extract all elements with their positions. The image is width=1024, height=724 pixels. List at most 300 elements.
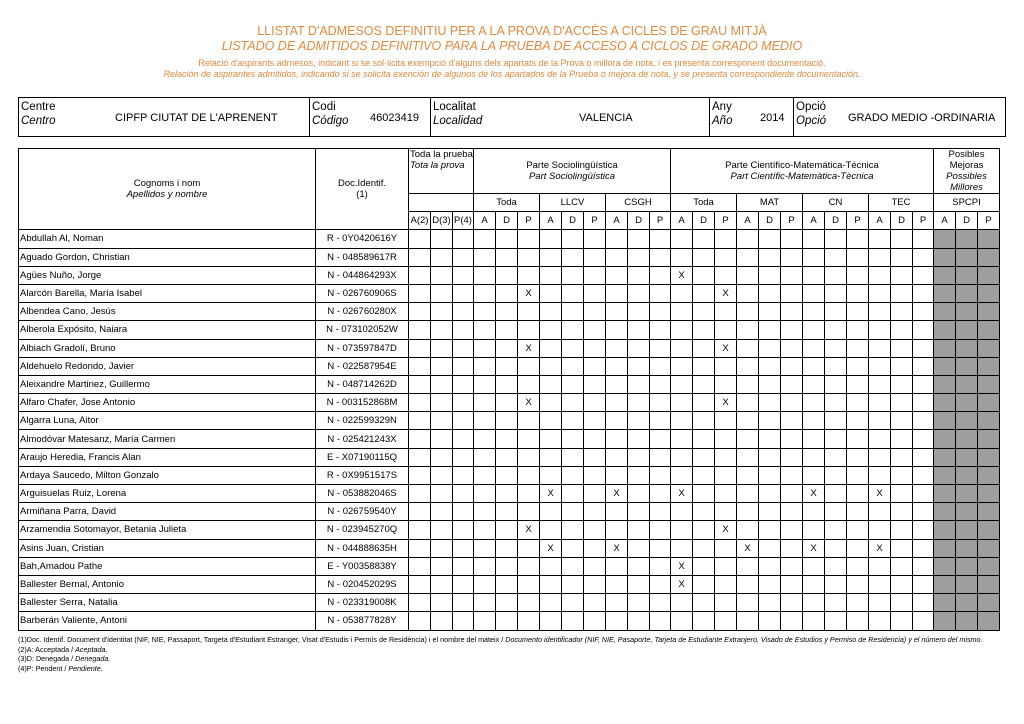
cell-empty — [431, 321, 453, 339]
any-label: Any — [712, 101, 732, 113]
cell-empty — [803, 266, 825, 284]
cell-empty — [803, 430, 825, 448]
cell-doc: N - 025421243X — [316, 430, 409, 448]
cell-name: Albiach Gradolí, Bruno — [19, 339, 316, 357]
document-title-block — [0, 24, 1024, 80]
cell-empty — [913, 466, 934, 484]
localitat-label-es: Localidad — [433, 115, 483, 127]
codi-value: 46023419 — [370, 112, 419, 124]
cell-empty — [474, 594, 496, 612]
cell-empty — [693, 612, 715, 630]
cell-empty — [891, 485, 913, 503]
cell-doc: N - 022587954E — [316, 357, 409, 375]
cell-empty — [431, 575, 453, 593]
cell-empty — [453, 539, 474, 557]
cell-empty — [759, 612, 781, 630]
cell-empty — [628, 412, 650, 430]
cell-empty — [431, 284, 453, 302]
table-row — [19, 448, 1000, 466]
cell-empty — [496, 303, 518, 321]
cell-empty — [693, 303, 715, 321]
cell-empty — [671, 594, 693, 612]
cell-empty — [453, 430, 474, 448]
cell-mark: X — [737, 539, 759, 557]
header-adp-4-1: D — [759, 212, 781, 230]
header-adp-1-0: A — [540, 212, 562, 230]
cell-empty — [540, 466, 562, 484]
cell-mejora-shaded — [956, 248, 978, 266]
cell-mejora-shaded — [934, 284, 956, 302]
cell-empty — [409, 266, 431, 284]
cell-empty — [584, 594, 606, 612]
cell-empty — [474, 539, 496, 557]
cell-empty — [606, 303, 628, 321]
cell-empty — [913, 339, 934, 357]
cell-empty — [650, 430, 671, 448]
cell-mejora-shaded — [978, 266, 1000, 284]
cell-empty — [584, 230, 606, 248]
sub-header-mat: MAT — [737, 194, 803, 212]
cell-empty — [715, 594, 737, 612]
cell-empty — [803, 321, 825, 339]
header-adp-4-2: P — [781, 212, 803, 230]
any-value: 2014 — [760, 112, 785, 124]
cell-empty — [737, 594, 759, 612]
cell-mejora-shaded — [956, 503, 978, 521]
cell-empty — [562, 557, 584, 575]
cell-mejora-shaded — [956, 466, 978, 484]
cell-mark: X — [540, 539, 562, 557]
sub-header-tec: TEC — [869, 194, 934, 212]
cell-mark: X — [803, 485, 825, 503]
cell-mejora-shaded — [956, 303, 978, 321]
cell-empty — [474, 557, 496, 575]
cell-empty — [584, 303, 606, 321]
cell-empty — [847, 539, 869, 557]
cell-mejora-shaded — [978, 466, 1000, 484]
cell-empty — [562, 339, 584, 357]
cell-empty — [431, 448, 453, 466]
cell-empty — [781, 539, 803, 557]
table-row — [19, 575, 1000, 593]
cell-empty — [737, 230, 759, 248]
cell-empty — [715, 230, 737, 248]
cell-empty — [409, 339, 431, 357]
header-adp-6-0: A — [869, 212, 891, 230]
table-row — [19, 339, 1000, 357]
cell-doc: N - 026760280X — [316, 303, 409, 321]
cell-empty — [496, 448, 518, 466]
cell-empty — [693, 448, 715, 466]
cell-empty — [409, 612, 431, 630]
cell-empty — [737, 284, 759, 302]
cell-empty — [496, 575, 518, 593]
footnotes — [18, 635, 988, 673]
cell-empty — [891, 284, 913, 302]
cell-name: Aguado Gordon, Christian — [19, 248, 316, 266]
cell-empty — [650, 357, 671, 375]
cell-empty — [891, 612, 913, 630]
cell-empty — [847, 485, 869, 503]
cell-doc: N - 023319008K — [316, 594, 409, 612]
cell-empty — [409, 394, 431, 412]
cell-name: Bah,Amadou Pathe — [19, 557, 316, 575]
cell-empty — [431, 375, 453, 393]
cell-empty — [584, 375, 606, 393]
cell-empty — [869, 448, 891, 466]
cell-empty — [409, 375, 431, 393]
cell-empty — [453, 357, 474, 375]
cell-empty — [453, 284, 474, 302]
cell-empty — [913, 375, 934, 393]
cell-empty — [474, 284, 496, 302]
cell-empty — [409, 466, 431, 484]
cell-empty — [869, 284, 891, 302]
cell-empty — [474, 339, 496, 357]
cell-empty — [869, 230, 891, 248]
cell-empty — [409, 284, 431, 302]
cell-empty — [540, 557, 562, 575]
cell-mejora-shaded — [934, 466, 956, 484]
cell-mejora-shaded — [956, 357, 978, 375]
cell-empty — [474, 448, 496, 466]
cell-mejora-shaded — [956, 448, 978, 466]
cell-empty — [453, 303, 474, 321]
cell-mejora-shaded — [978, 557, 1000, 575]
cell-empty — [913, 266, 934, 284]
cell-empty — [759, 357, 781, 375]
cell-mark: X — [715, 339, 737, 357]
cell-empty — [453, 557, 474, 575]
cell-empty — [781, 412, 803, 430]
cell-mejora-shaded — [934, 485, 956, 503]
centre-value: CIPFP CIUTAT DE L'APRENENT — [115, 112, 278, 124]
cell-doc: N - 003152868M — [316, 394, 409, 412]
cell-empty — [474, 575, 496, 593]
cell-empty — [869, 339, 891, 357]
cell-empty — [650, 448, 671, 466]
cell-mejora-shaded — [934, 503, 956, 521]
cell-empty — [847, 503, 869, 521]
cell-mejora-shaded — [978, 339, 1000, 357]
col-header-doc: Doc.Identif. (1) — [316, 149, 409, 230]
cell-empty — [562, 594, 584, 612]
opcio-label-es: Opció — [796, 115, 827, 127]
header-adp-5-1: D — [825, 212, 847, 230]
cell-doc: N - 026759540Y — [316, 503, 409, 521]
cell-empty — [869, 557, 891, 575]
cell-name: Arguisuelas Ruiz, Lorena — [19, 485, 316, 503]
cell-empty — [825, 266, 847, 284]
cell-empty — [431, 594, 453, 612]
cell-name: Araujo Heredia, Francis Alan — [19, 448, 316, 466]
table-row — [19, 284, 1000, 302]
cell-empty — [474, 485, 496, 503]
cell-empty — [781, 521, 803, 539]
cell-empty — [518, 575, 540, 593]
cell-empty — [628, 521, 650, 539]
table-row — [19, 503, 1000, 521]
cell-empty — [518, 485, 540, 503]
cell-empty — [431, 485, 453, 503]
cell-empty — [781, 266, 803, 284]
cell-empty — [737, 557, 759, 575]
cell-empty — [803, 594, 825, 612]
cell-empty — [869, 594, 891, 612]
cell-empty — [825, 375, 847, 393]
cell-doc: N - 053877828Y — [316, 612, 409, 630]
cell-empty — [474, 248, 496, 266]
cell-empty — [540, 412, 562, 430]
cell-empty — [562, 430, 584, 448]
cell-empty — [825, 230, 847, 248]
cell-empty — [781, 357, 803, 375]
cell-empty — [671, 303, 693, 321]
cell-doc: N - 023945270Q — [316, 521, 409, 539]
cell-empty — [803, 557, 825, 575]
cell-empty — [606, 284, 628, 302]
col-header-toda-prueba: Toda la prueba Tota la prova — [409, 149, 474, 194]
cell-empty — [650, 375, 671, 393]
cell-empty — [869, 521, 891, 539]
cell-empty — [650, 266, 671, 284]
cell-empty — [474, 412, 496, 430]
cell-empty — [496, 248, 518, 266]
header-adp-2-2: P — [650, 212, 671, 230]
cell-empty — [825, 430, 847, 448]
cell-empty — [584, 321, 606, 339]
cell-mejora-shaded — [978, 575, 1000, 593]
cell-name: Albendea Cano, Jesús — [19, 303, 316, 321]
cell-empty — [759, 503, 781, 521]
cell-empty — [409, 430, 431, 448]
cell-empty — [913, 612, 934, 630]
cell-empty — [540, 321, 562, 339]
cell-empty — [540, 503, 562, 521]
cell-empty — [825, 575, 847, 593]
cell-empty — [803, 521, 825, 539]
centre-cell — [19, 98, 309, 136]
cell-empty — [913, 303, 934, 321]
cell-empty — [803, 448, 825, 466]
cell-empty — [628, 485, 650, 503]
cell-empty — [847, 266, 869, 284]
cell-empty — [671, 466, 693, 484]
cell-empty — [431, 394, 453, 412]
cell-empty — [671, 503, 693, 521]
cell-empty — [803, 394, 825, 412]
cell-empty — [518, 557, 540, 575]
footnote-4: (4)P: Pendent / Pendiente. — [18, 663, 103, 673]
cell-empty — [606, 557, 628, 575]
cell-empty — [518, 430, 540, 448]
cell-empty — [431, 357, 453, 375]
localitat-label: Localitat — [433, 101, 476, 113]
cell-empty — [913, 503, 934, 521]
cell-name: Almodóvar Matesanz, María Carmen — [19, 430, 316, 448]
cell-mejora-shaded — [934, 266, 956, 284]
cell-empty — [540, 266, 562, 284]
cell-empty — [671, 612, 693, 630]
cell-empty — [540, 612, 562, 630]
any-label-es: Año — [712, 115, 733, 127]
cell-empty — [847, 284, 869, 302]
cell-empty — [518, 230, 540, 248]
cell-empty — [409, 521, 431, 539]
sub-header-toda: Toda — [474, 194, 540, 212]
sub-header-llcv: LLCV — [540, 194, 606, 212]
cell-empty — [650, 248, 671, 266]
cell-empty — [869, 430, 891, 448]
cell-empty — [803, 284, 825, 302]
cell-mark: X — [671, 557, 693, 575]
cell-empty — [474, 303, 496, 321]
cell-empty — [540, 230, 562, 248]
cell-empty — [715, 503, 737, 521]
cell-name: Ballester Serra, Natalia — [19, 594, 316, 612]
cell-mark: X — [803, 539, 825, 557]
cell-empty — [453, 485, 474, 503]
cell-empty — [891, 230, 913, 248]
cell-empty — [650, 503, 671, 521]
cell-doc: N - 073102052W — [316, 321, 409, 339]
codi-cell — [309, 98, 430, 136]
cell-empty — [847, 303, 869, 321]
cell-mejora-shaded — [956, 539, 978, 557]
cell-empty — [891, 321, 913, 339]
cell-empty — [759, 466, 781, 484]
cell-empty — [803, 230, 825, 248]
cell-empty — [891, 448, 913, 466]
cell-empty — [496, 394, 518, 412]
cell-empty — [540, 394, 562, 412]
cell-mejora-shaded — [956, 430, 978, 448]
cell-empty — [474, 321, 496, 339]
cell-empty — [606, 612, 628, 630]
cell-empty — [737, 394, 759, 412]
centre-label: Centre — [21, 101, 56, 113]
cell-empty — [913, 394, 934, 412]
cell-empty — [671, 339, 693, 357]
cell-empty — [825, 284, 847, 302]
header-adp-0-1: D — [496, 212, 518, 230]
cell-empty — [781, 430, 803, 448]
cell-mark: X — [671, 266, 693, 284]
cell-empty — [650, 466, 671, 484]
cell-empty — [781, 466, 803, 484]
cell-empty — [693, 339, 715, 357]
cell-empty — [496, 485, 518, 503]
cell-empty — [825, 303, 847, 321]
cell-empty — [891, 357, 913, 375]
cell-empty — [825, 321, 847, 339]
cell-empty — [606, 466, 628, 484]
cell-empty — [737, 575, 759, 593]
cell-empty — [453, 503, 474, 521]
cell-empty — [781, 575, 803, 593]
sub-header-cn: CN — [803, 194, 869, 212]
cell-empty — [518, 466, 540, 484]
cell-empty — [606, 575, 628, 593]
table-row — [19, 394, 1000, 412]
col-header-cientifico: Parte Científico-Matemática-Técnica Part Científic-Matemàtica-Tècnica — [671, 149, 934, 194]
cell-empty — [496, 357, 518, 375]
cell-name: Algarra Luna, Aitor — [19, 412, 316, 430]
cell-empty — [869, 466, 891, 484]
cell-empty — [606, 448, 628, 466]
header-adp-3-1: D — [693, 212, 715, 230]
cell-mark: X — [518, 339, 540, 357]
cell-mark: X — [869, 485, 891, 503]
cell-mejora-shaded — [978, 485, 1000, 503]
cell-empty — [759, 230, 781, 248]
cell-empty — [496, 266, 518, 284]
header-p4: P(4) — [453, 212, 474, 230]
cell-empty — [562, 284, 584, 302]
cell-empty — [671, 430, 693, 448]
col-header-posibles-mejoras: Posibles Mejoras Possibles Millores — [934, 149, 1000, 194]
cell-empty — [474, 357, 496, 375]
cell-empty — [562, 321, 584, 339]
cell-empty — [737, 430, 759, 448]
cell-empty — [650, 594, 671, 612]
cell-empty — [584, 394, 606, 412]
cell-mejora-shaded — [978, 448, 1000, 466]
cell-empty — [496, 539, 518, 557]
cell-empty — [759, 339, 781, 357]
cell-empty — [913, 284, 934, 302]
cell-empty — [737, 521, 759, 539]
cell-empty — [847, 575, 869, 593]
cell-mejora-shaded — [934, 339, 956, 357]
cell-empty — [759, 303, 781, 321]
cell-empty — [891, 266, 913, 284]
cell-empty — [759, 485, 781, 503]
cell-empty — [847, 430, 869, 448]
cell-empty — [584, 503, 606, 521]
footnote-3: (3)D: Denegada / Denegada. — [18, 654, 111, 663]
cell-empty — [825, 412, 847, 430]
cell-empty — [913, 594, 934, 612]
cell-empty — [737, 448, 759, 466]
cell-empty — [715, 321, 737, 339]
cell-doc: N - 022599329N — [316, 412, 409, 430]
cell-empty — [409, 412, 431, 430]
cell-mejora-shaded — [978, 248, 1000, 266]
cell-mejora-shaded — [956, 412, 978, 430]
cell-empty — [759, 539, 781, 557]
cell-empty — [869, 412, 891, 430]
cell-empty — [891, 466, 913, 484]
cell-mejora-shaded — [934, 248, 956, 266]
cell-empty — [693, 503, 715, 521]
cell-empty — [803, 357, 825, 375]
cell-empty — [913, 321, 934, 339]
cell-empty — [693, 412, 715, 430]
cell-empty — [693, 539, 715, 557]
cell-empty — [891, 394, 913, 412]
cell-empty — [759, 557, 781, 575]
cell-empty — [540, 375, 562, 393]
cell-name: Ballester Bernal, Antonio — [19, 575, 316, 593]
cell-empty — [891, 539, 913, 557]
cell-empty — [891, 430, 913, 448]
cell-empty — [891, 303, 913, 321]
cell-empty — [650, 412, 671, 430]
header-adp-3-2: P — [715, 212, 737, 230]
cell-empty — [737, 466, 759, 484]
cell-empty — [474, 394, 496, 412]
